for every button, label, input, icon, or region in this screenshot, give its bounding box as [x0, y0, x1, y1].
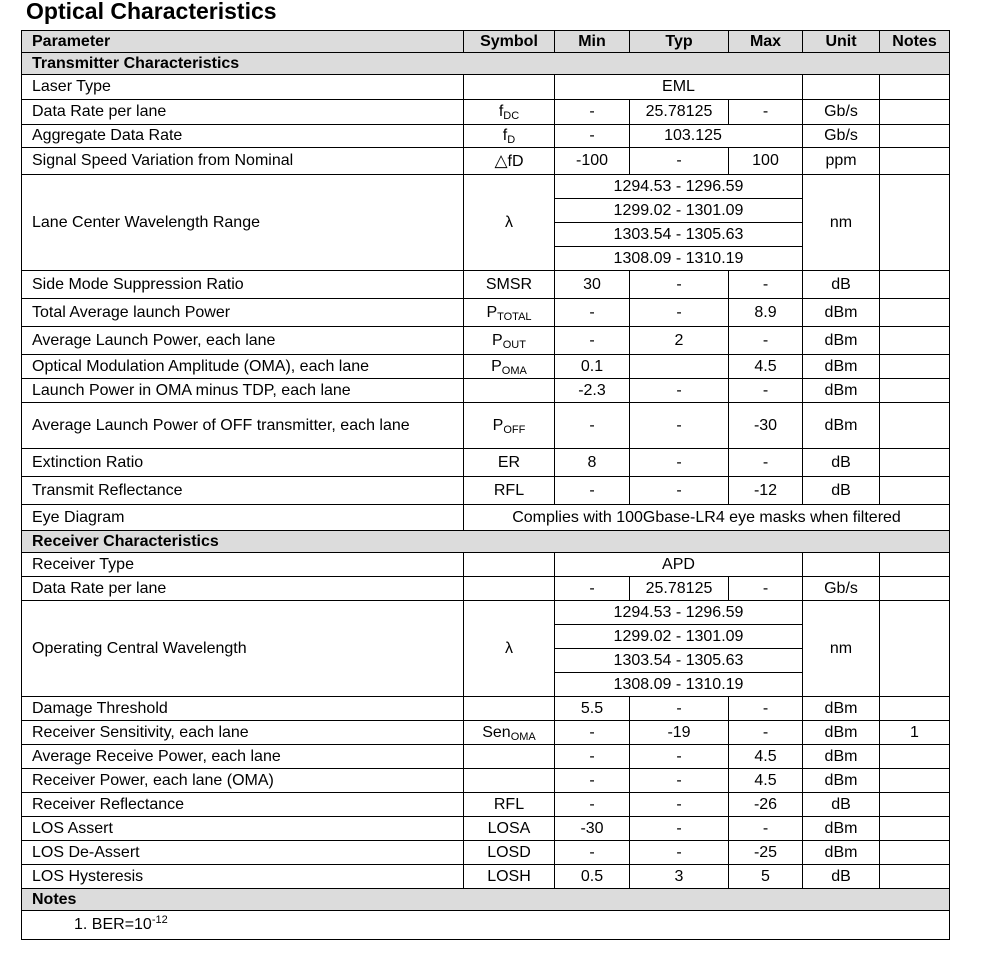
max-cell: - [729, 697, 803, 721]
unit-cell [803, 75, 880, 100]
max-cell: - [729, 379, 803, 403]
min-cell: - [555, 477, 630, 505]
symbol-subscript: OFF [503, 423, 526, 436]
param-cell: Side Mode Suppression Ratio [22, 271, 464, 299]
notes-cell [880, 865, 950, 889]
param-cell: LOS Hysteresis [22, 865, 464, 889]
symbol-subscript: OUT [502, 338, 526, 351]
max-cell: -26 [729, 793, 803, 817]
notes-cell [880, 327, 950, 355]
typ-cell: - [630, 379, 729, 403]
unit-cell: dBm [803, 299, 880, 327]
min-cell: - [555, 745, 630, 769]
min-cell: - [555, 125, 630, 148]
symbol-text: P [492, 416, 504, 434]
notes-cell: 1 [880, 721, 950, 745]
param-cell: Aggregate Data Rate [22, 125, 464, 148]
notes-cell [880, 379, 950, 403]
unit-cell: dBm [803, 379, 880, 403]
typ-cell [630, 125, 803, 148]
min-cell: - [555, 327, 630, 355]
note-item [22, 911, 950, 940]
typ-cell: - [630, 403, 729, 449]
param-cell: Transmit Reflectance [22, 477, 464, 505]
notes-cell [880, 841, 950, 865]
wavelength-range-cell: 1299.02 - 1301.09 [555, 625, 803, 649]
table-row [22, 379, 950, 403]
param-cell: LOS De-Assert [22, 841, 464, 865]
unit-cell: dBm [803, 721, 880, 745]
notes-cell [880, 577, 950, 601]
max-cell: - [729, 327, 803, 355]
unit-cell: Gb/s [803, 100, 880, 125]
min-cell: - [555, 721, 630, 745]
notes-cell [880, 299, 950, 327]
param-cell: Receiver Sensitivity, each lane [22, 721, 464, 745]
unit-cell: dB [803, 477, 880, 505]
table-row [22, 477, 950, 505]
table-row [22, 601, 950, 625]
symbol-cell [464, 577, 555, 601]
wavelength-range-cell: 1308.09 - 1310.19 [555, 673, 803, 697]
notes-cell [880, 271, 950, 299]
param-cell: Operating Central Wavelength [22, 601, 464, 697]
symbol-subscript: TOTAL [497, 310, 532, 323]
notes-cell [880, 355, 950, 379]
wavelength-range-cell: 1294.53 - 1296.59 [555, 601, 803, 625]
wavelength-range-cell: 1303.54 - 1305.63 [555, 649, 803, 673]
max-cell: 100 [729, 148, 803, 175]
min-cell: - [555, 841, 630, 865]
symbol-cell: SMSR [464, 271, 555, 299]
max-cell: - [729, 721, 803, 745]
symbol-subscript: DC [503, 110, 520, 122]
table-row [22, 327, 950, 355]
notes-cell [880, 449, 950, 477]
param-cell: Data Rate per lane [22, 577, 464, 601]
unit-cell: Gb/s [803, 125, 880, 148]
notes-cell [880, 75, 950, 100]
table-row [22, 355, 950, 379]
note-exponent: -12 [151, 914, 168, 926]
unit-cell: dBm [803, 841, 880, 865]
notes-cell [880, 125, 950, 148]
symbol-cell [464, 148, 555, 175]
notes-cell [880, 403, 950, 449]
symbol-cell [464, 299, 555, 327]
notes-cell [880, 601, 950, 697]
symbol-text: fD [507, 152, 524, 170]
unit-cell: dB [803, 865, 880, 889]
symbol-cell: RFL [464, 477, 555, 505]
typ-cell: 2 [630, 327, 729, 355]
min-cell: - [555, 577, 630, 601]
section-title-receiver: Receiver Characteristics [22, 531, 950, 553]
max-cell: -25 [729, 841, 803, 865]
unit-cell: dBm [803, 817, 880, 841]
symbol-cell [464, 355, 555, 379]
max-cell: - [729, 449, 803, 477]
symbol-text: f [502, 127, 508, 144]
wavelength-range-cell: 1294.53 - 1296.59 [555, 175, 803, 199]
header-row [22, 31, 950, 53]
param-cell: Receiver Type [22, 553, 464, 577]
param-cell: Total Average launch Power [22, 299, 464, 327]
typ-cell: - [630, 299, 729, 327]
symbol-subscript: OMA [510, 730, 536, 743]
typ-cell: 3 [630, 865, 729, 889]
wavelength-range-cell: 1303.54 - 1305.63 [555, 223, 803, 247]
min-cell: -30 [555, 817, 630, 841]
param-cell: Damage Threshold [22, 697, 464, 721]
notes-cell [880, 175, 950, 271]
table-row [22, 100, 950, 125]
value-cell: Complies with 100Gbase-LR4 eye masks when filtered [464, 505, 950, 531]
param-cell: Receiver Power, each lane (OMA) [22, 769, 464, 793]
max-cell: - [729, 817, 803, 841]
table-row [22, 505, 950, 531]
note-text: 1. BER=10 [74, 916, 152, 933]
max-cell: - [729, 100, 803, 125]
max-cell: -30 [729, 403, 803, 449]
max-cell: - [729, 577, 803, 601]
min-cell: -2.3 [555, 379, 630, 403]
symbol-cell [464, 100, 555, 125]
table-row [22, 697, 950, 721]
typ-cell: - [630, 769, 729, 793]
symbol-cell: LOSA [464, 817, 555, 841]
header-unit: Unit [803, 31, 880, 53]
symbol-subscript: D [507, 134, 516, 146]
symbol-cell [464, 75, 555, 100]
typ-value: 103.125 [664, 127, 722, 144]
table-row [22, 148, 950, 175]
symbol-cell: LOSH [464, 865, 555, 889]
min-cell: 5.5 [555, 697, 630, 721]
typ-cell: - [630, 271, 729, 299]
typ-cell: - [630, 817, 729, 841]
header-symbol: Symbol [464, 31, 555, 53]
typ-cell [630, 355, 729, 379]
unit-cell: nm [803, 601, 880, 697]
header-parameter: Parameter [22, 31, 464, 53]
table-row [22, 299, 950, 327]
symbol-cell [464, 745, 555, 769]
unit-cell: dBm [803, 403, 880, 449]
min-cell: -100 [555, 148, 630, 175]
header-notes: Notes [880, 31, 950, 53]
symbol-cell [464, 125, 555, 148]
symbol-cell [464, 403, 555, 449]
symbol-cell: RFL [464, 793, 555, 817]
table-row [22, 841, 950, 865]
min-cell: 0.5 [555, 865, 630, 889]
symbol-text: P [492, 331, 503, 349]
param-cell: Launch Power in OMA minus TDP, each lane [22, 379, 464, 403]
param-cell: Optical Modulation Amplitude (OMA), each lane [22, 355, 464, 379]
symbol-cell: ER [464, 449, 555, 477]
param-cell: Lane Center Wavelength Range [22, 175, 464, 271]
typ-cell: - [630, 841, 729, 865]
notes-cell [880, 148, 950, 175]
param-cell: Laser Type [22, 75, 464, 100]
unit-cell: dB [803, 793, 880, 817]
unit-cell: dB [803, 271, 880, 299]
min-cell: - [555, 299, 630, 327]
typ-cell: 25.78125 [630, 577, 729, 601]
typ-cell: 25.78125 [630, 100, 729, 125]
table-row [22, 449, 950, 477]
max-cell: 5 [729, 865, 803, 889]
param-cell: Average Launch Power of OFF transmitter, each lane [22, 403, 464, 449]
notes-cell [880, 817, 950, 841]
table-row [22, 125, 950, 148]
value-cell: EML [555, 75, 803, 100]
min-cell: - [555, 793, 630, 817]
param-cell: LOS Assert [22, 817, 464, 841]
param-cell: Eye Diagram [22, 505, 464, 531]
unit-cell: dBm [803, 769, 880, 793]
table-row [22, 75, 950, 100]
param-cell: Signal Speed Variation from Nominal [22, 148, 464, 175]
table-row [22, 577, 950, 601]
value-cell: APD [555, 553, 803, 577]
unit-cell: dBm [803, 327, 880, 355]
notes-cell [880, 553, 950, 577]
table-row [22, 745, 950, 769]
notes-cell [880, 769, 950, 793]
unit-cell: dBm [803, 355, 880, 379]
section-row-receiver [22, 531, 950, 553]
notes-cell [880, 745, 950, 769]
header-max: Max [729, 31, 803, 53]
symbol-cell: LOSD [464, 841, 555, 865]
table-row [22, 769, 950, 793]
table-row [22, 865, 950, 889]
unit-cell: nm [803, 175, 880, 271]
param-cell: Average Receive Power, each lane [22, 745, 464, 769]
symbol-cell [464, 553, 555, 577]
max-cell: 4.5 [729, 769, 803, 793]
unit-cell: ppm [803, 148, 880, 175]
symbol-cell: λ [464, 601, 555, 697]
wavelength-range-cell: 1308.09 - 1310.19 [555, 247, 803, 271]
symbol-cell [464, 769, 555, 793]
section-title-notes: Notes [22, 889, 950, 911]
min-cell: - [555, 403, 630, 449]
section-row-notes [22, 889, 950, 911]
symbol-cell [464, 379, 555, 403]
symbol-subscript: OMA [501, 364, 527, 377]
notes-cell [880, 477, 950, 505]
typ-cell: - [630, 697, 729, 721]
symbol-cell [464, 327, 555, 355]
typ-cell: - [630, 148, 729, 175]
table-row [22, 553, 950, 577]
symbol-text: P [486, 303, 498, 321]
section-row-transmitter [22, 53, 950, 75]
page-title: Optical Characteristics [26, 0, 277, 24]
typ-cell: -19 [630, 721, 729, 745]
symbol-text: f [498, 103, 504, 120]
symbol-text: P [491, 357, 502, 375]
typ-cell: - [630, 745, 729, 769]
param-cell: Receiver Reflectance [22, 793, 464, 817]
notes-cell [880, 697, 950, 721]
table-row [22, 271, 950, 299]
param-cell: Extinction Ratio [22, 449, 464, 477]
param-cell: Average Launch Power, each lane [22, 327, 464, 355]
max-cell: -12 [729, 477, 803, 505]
symbol-cell [464, 697, 555, 721]
unit-cell: dBm [803, 697, 880, 721]
table-row [22, 817, 950, 841]
typ-cell: - [630, 449, 729, 477]
unit-cell: dB [803, 449, 880, 477]
unit-cell: dBm [803, 745, 880, 769]
table-row [22, 403, 950, 449]
unit-cell [803, 553, 880, 577]
min-cell: 8 [555, 449, 630, 477]
delta-triangle-icon: △ [494, 150, 508, 170]
section-title-transmitter: Transmitter Characteristics [22, 53, 950, 75]
table-row [22, 793, 950, 817]
notes-row [22, 911, 950, 940]
min-cell: 0.1 [555, 355, 630, 379]
symbol-text: Sen [482, 723, 511, 741]
typ-cell: - [630, 477, 729, 505]
typ-cell: - [630, 793, 729, 817]
header-min: Min [555, 31, 630, 53]
max-cell: 4.5 [729, 745, 803, 769]
wavelength-range-cell: 1299.02 - 1301.09 [555, 199, 803, 223]
header-typ: Typ [630, 31, 729, 53]
symbol-cell: λ [464, 175, 555, 271]
param-cell: Data Rate per lane [22, 100, 464, 125]
min-cell: - [555, 769, 630, 793]
max-cell: 4.5 [729, 355, 803, 379]
table-row [22, 721, 950, 745]
max-cell: - [729, 271, 803, 299]
min-cell: - [555, 100, 630, 125]
table-row [22, 175, 950, 199]
max-cell: 8.9 [729, 299, 803, 327]
notes-cell [880, 793, 950, 817]
unit-cell: Gb/s [803, 577, 880, 601]
min-cell: 30 [555, 271, 630, 299]
symbol-cell [464, 721, 555, 745]
optical-characteristics-table [21, 30, 950, 940]
notes-cell [880, 100, 950, 125]
